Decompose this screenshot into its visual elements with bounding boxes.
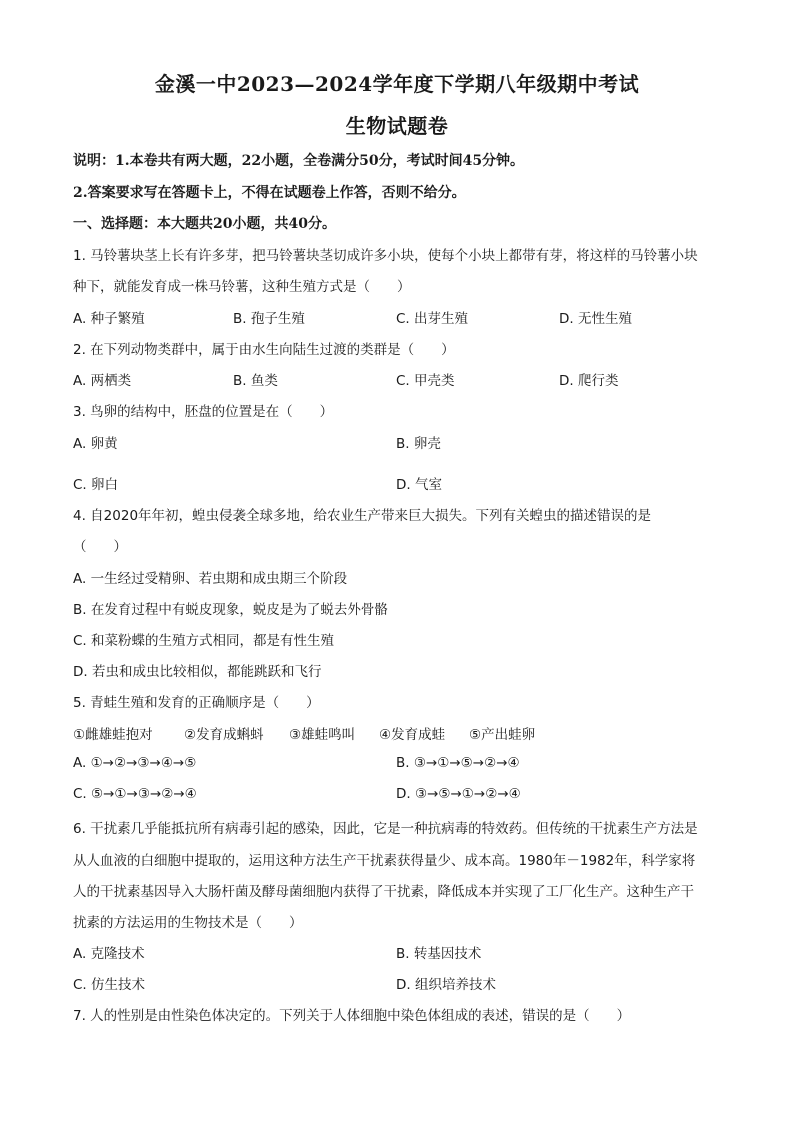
instructions-line-2: 2.答案要求写在答题卡上，不得在试题卷上作答，否则不给分。 bbox=[73, 185, 466, 201]
question-4-option-b: B. 在发育过程中有蜕皮现象，蜕皮是为了蜕去外骨骼 bbox=[73, 602, 388, 618]
question-5-option-c: C. ⑤→①→③→②→④ bbox=[73, 786, 197, 802]
question-1-stem-line-1: 1. 马铃薯块茎上长有许多芽，把马铃薯块茎切成许多小块，使每个小块上都带有芽，将这样的马铃薯小块 bbox=[73, 248, 698, 264]
exam-subtitle: 生物试题卷 bbox=[345, 114, 449, 138]
question-2-option-c: C. 甲壳类 bbox=[396, 373, 455, 389]
question-4-stem-line-1: 4. 自2020年年初，蝗虫侵袭全球多地，给农业生产带来巨大损失。下列有关蝗虫的描述错误的是 bbox=[73, 508, 652, 524]
question-1-option-a: A. 种子繁殖 bbox=[73, 311, 145, 327]
question-6-option-a: A. 克隆技术 bbox=[73, 946, 145, 962]
question-2-option-b: B. 鱼类 bbox=[233, 373, 278, 389]
question-1-stem-line-2: 种下，就能发育成一株马铃薯，这种生殖方式是（ ） bbox=[73, 279, 411, 295]
question-6-stem-line-2: 从人血液的白细胞中提取的，运用这种方法生产干扰素获得量少、成本高。1980年－1982年，科学家将 bbox=[73, 853, 696, 869]
question-6-stem-line-3: 人的干扰素基因导入大肠杆菌及酵母菌细胞内获得了干扰素，降低成本并实现了工厂化生产。这种生产干 bbox=[73, 884, 694, 900]
question-3-stem: 3. 鸟卵的结构中，胚盘的位置是在（ ） bbox=[73, 404, 334, 420]
question-2-stem: 2. 在下列动物类群中，属于由水生向陆生过渡的类群是（ ） bbox=[73, 342, 455, 358]
question-3-option-a: A. 卵黄 bbox=[73, 436, 118, 452]
question-4-option-c: C. 和菜粉蝶的生殖方式相同，都是有性生殖 bbox=[73, 633, 335, 649]
exam-title: 金溪一中2023—2024学年度下学期八年级期中考试 bbox=[154, 72, 640, 96]
question-6-stem-line-1: 6. 干扰素几乎能抵抗所有病毒引起的感染，因此，它是一种抗病毒的特效药。但传统的干扰素生产方法是 bbox=[73, 821, 698, 837]
question-6-stem-line-4: 扰素的方法运用的生物技术是（ ） bbox=[73, 915, 303, 931]
question-1-option-d: D. 无性生殖 bbox=[559, 311, 632, 327]
question-5-option-a: A. ①→②→③→④→⑤ bbox=[73, 755, 197, 771]
question-4-option-a: A. 一生经过受精卵、若虫期和成虫期三个阶段 bbox=[73, 571, 348, 587]
question-1-option-b: B. 孢子生殖 bbox=[233, 311, 305, 327]
question-5-item-1: ①雌雄蛙抱对 bbox=[73, 727, 153, 743]
question-5-option-b: B. ③→①→⑤→②→④ bbox=[396, 755, 520, 771]
question-3-option-c: C. 卵白 bbox=[73, 477, 119, 493]
question-2-option-d: D. 爬行类 bbox=[559, 373, 619, 389]
question-1-option-c: C. 出芽生殖 bbox=[396, 311, 469, 327]
section-heading: 一、选择题：本大题共20小题，共40分。 bbox=[73, 216, 336, 232]
question-5-item-3: ③雄蛙鸣叫 bbox=[289, 727, 356, 743]
question-5-stem: 5. 青蛙生殖和发育的正确顺序是（ ） bbox=[73, 695, 320, 711]
instructions-line-1: 说明：1.本卷共有两大题，22小题，全卷满分50分，考试时间45分钟。 bbox=[73, 153, 525, 169]
question-4-option-d: D. 若虫和成虫比较相似，都能跳跃和飞行 bbox=[73, 664, 322, 680]
question-3-option-d: D. 气室 bbox=[396, 477, 442, 493]
question-6-option-b: B. 转基因技术 bbox=[396, 946, 482, 962]
question-7-stem: 7. 人的性别是由性染色体决定的。下列关于人体细胞中染色体组成的表述，错误的是（ ） bbox=[73, 1008, 631, 1024]
question-6-option-c: C. 仿生技术 bbox=[73, 977, 146, 993]
question-5-item-4: ④发育成蛙 bbox=[379, 727, 446, 743]
question-6-option-d: D. 组织培养技术 bbox=[396, 977, 496, 993]
question-5-option-d: D. ③→⑤→①→②→④ bbox=[396, 786, 521, 802]
question-2-option-a: A. 两栖类 bbox=[73, 373, 132, 389]
question-4-stem-line-2: （ ） bbox=[73, 539, 127, 555]
question-3-option-b: B. 卵壳 bbox=[396, 436, 441, 452]
question-5-item-2: ②发育成蝌蚪 bbox=[184, 727, 264, 743]
question-5-item-5: ⑤产出蛙卵 bbox=[469, 727, 536, 743]
